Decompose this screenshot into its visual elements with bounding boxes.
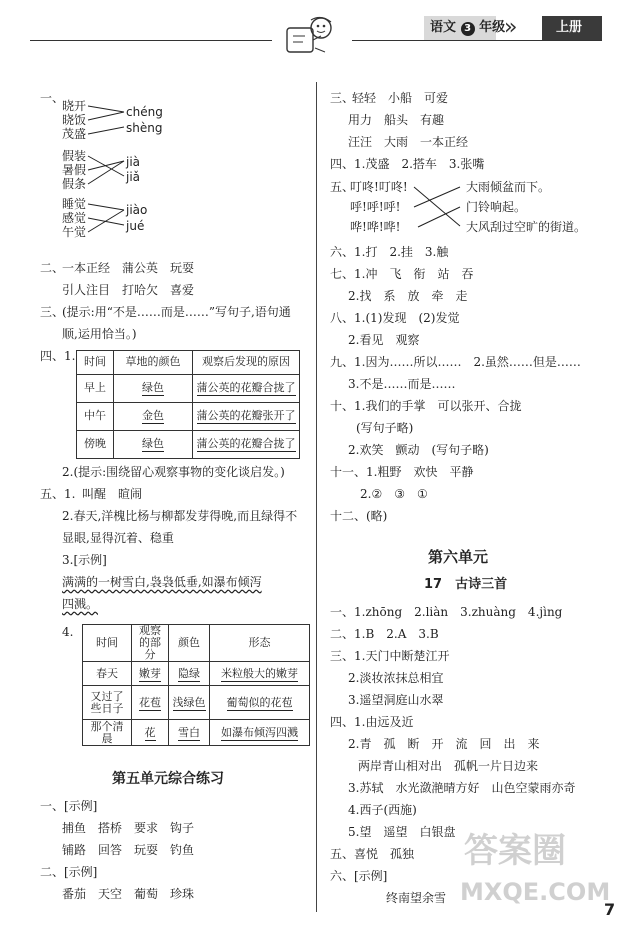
table-row [83, 720, 310, 746]
q1-word-9: 午觉 [62, 225, 87, 239]
table-cell-wrap [193, 431, 300, 459]
table-cell: 春天 [83, 662, 132, 686]
table-header-cell: 观察的部分 [132, 625, 169, 662]
table-cell: 葡萄似的花苞 [226, 695, 293, 709]
q1-word-5: 暑假 [62, 163, 87, 177]
q5-sub-3-line-2: 四溅。 [62, 597, 99, 611]
r-q11-line-1: 十一、1.粗野 欢快 平静 [330, 465, 474, 479]
q5-sub-3-line-1: 满满的一树雪白,袅袅低垂,如瀑布倾泻 [62, 575, 262, 589]
l-q4-line-1: 四、1.由远及近 [330, 715, 414, 729]
table-header-cell: 颜色 [169, 625, 210, 662]
l-q4-line-5: 4.西子(西施) [348, 803, 417, 817]
table-cell-wrap [169, 720, 210, 746]
q1-word-2: 晓饭 [62, 113, 87, 127]
table-cell-wrap [114, 403, 193, 431]
r-q9-line-1: 九、1.因为……所以…… 2.虽然……但是…… [330, 355, 581, 369]
q1-word-8: 感觉 [62, 211, 87, 225]
table-header-cell: 时间 [77, 351, 114, 375]
r-q3-number: 三、 [330, 91, 355, 105]
q1-pinyin-4: jiǎ [126, 170, 141, 184]
q1-pinyin-6: jué [126, 219, 145, 233]
q1-word-6: 假条 [62, 177, 87, 191]
header-volume: 上册 [556, 20, 583, 35]
table-cell: 早上 [77, 375, 114, 403]
table-row [83, 662, 310, 686]
table-row [77, 375, 300, 403]
r-q5-right-3: 大风刮过空旷的街道。 [466, 220, 587, 234]
r-q6: 六、1.打 2.挂 3.触 [330, 245, 449, 259]
subject-label: 语文 [430, 20, 457, 35]
q2-number: 二、 [40, 261, 65, 275]
table-cell-wrap [193, 375, 300, 403]
l-q5: 五、喜悦 孤独 [330, 847, 415, 861]
l-q3-line-2: 2.淡妆浓抹总相宜 [348, 671, 444, 685]
r-q5-left-1: 叮咚!叮咚! [350, 180, 408, 194]
q5-sub-2-line-2: 显眼,显得沉着、稳重 [62, 531, 174, 545]
r-q10-line-1: 十、1.我们的手掌 可以张开、合拢 [330, 399, 522, 413]
table-cell: 如瀑布倾泻四溅 [221, 725, 298, 739]
table-cell: 花苞 [139, 695, 161, 709]
table-cell: 雪白 [178, 725, 200, 739]
table-cell: 傍晚 [77, 431, 114, 459]
table-cell: 绿色 [142, 437, 164, 451]
grade-badge: 3 [461, 22, 475, 36]
unit5-q1-line-2: 铺路 回答 玩耍 钓鱼 [62, 843, 195, 857]
unit5-q2-line-1: 番茄 天空 葡萄 珍珠 [62, 887, 195, 901]
q3-line-1: (提示:用“不是……而是……”写句子,语句通 [62, 305, 291, 319]
r-q11-line-2: 2.② ③ ① [360, 487, 428, 501]
table-cell-wrap [132, 720, 169, 746]
q1-word-7: 睡觉 [62, 197, 87, 211]
l-q4-line-6: 5.望 遥望 白银盘 [348, 825, 456, 839]
table-cell-wrap [132, 686, 169, 720]
table-cell: 绿色 [142, 381, 164, 395]
r-q9-line-2: 3.不是……而是…… [348, 377, 456, 391]
r-q8-line-1: 八、1.(1)发现 (2)发觉 [330, 311, 460, 325]
r-q7-line-1: 七、1.冲 飞 衔 站 吞 [330, 267, 474, 281]
table-cell-wrap [210, 720, 310, 746]
table-cell: 蒲公英的花瓣张开了 [196, 409, 296, 423]
table-cell: 嫩芽 [139, 666, 161, 680]
q1-pinyin-1: chéng [126, 105, 163, 119]
q2-line-1: 一本正经 蒲公英 玩耍 [62, 261, 195, 275]
q3-number: 三、 [40, 305, 65, 319]
table-cell: 金色 [142, 409, 164, 423]
table-cell: 又过了些日子 [83, 686, 132, 720]
table-cell-wrap [210, 662, 310, 686]
table-header-cell: 形态 [210, 625, 310, 662]
lesson-title: 17 古诗三首 [424, 577, 508, 592]
table-cell-wrap [114, 431, 193, 459]
r-q5-right-1: 大雨倾盆而下。 [466, 180, 551, 194]
q2-line-2: 引人注目 打哈欠 喜爱 [62, 283, 195, 297]
r-q3-line-1: 轻轻 小船 可爱 [352, 91, 449, 105]
unit5-q1-line-1: 捕鱼 搭桥 要求 钩子 [62, 821, 195, 835]
l-q4-line-2: 2.青 孤 断 开 流 回 出 来 [348, 737, 540, 751]
r-q10-line-3: 2.欢笑 颤动 (写句子略) [348, 443, 489, 457]
observation-table-2 [82, 624, 310, 746]
watermark-url: MXQE.COM [460, 878, 611, 906]
r-q12: 十二、(略) [330, 509, 388, 523]
table-cell: 米粒般大的嫩芽 [221, 666, 298, 680]
l-q4-line-3: 两岸青山相对出 孤帆一片日边来 [358, 759, 539, 773]
r-q5-left-3: 哗!哗!哗! [350, 220, 401, 234]
table-cell: 中午 [77, 403, 114, 431]
table-row [77, 403, 300, 431]
l-q6: 六、[示例] [330, 869, 388, 883]
table-cell: 那个清晨 [83, 720, 132, 746]
table-cell-wrap [132, 662, 169, 686]
table-header-row [77, 351, 300, 375]
double-chevron-icon: » [504, 15, 518, 40]
r-q5-number: 五、 [330, 180, 355, 194]
watermark-logo: 答案圈 [464, 831, 566, 871]
q4-number: 四、1. [40, 349, 76, 363]
unit5-q1-number: 一、[示例] [40, 799, 98, 813]
table-header-row [83, 625, 310, 662]
grade-label: 年级 [479, 20, 506, 35]
q5-sub-2-line-1: 2.春天,洋槐比杨与柳都发芽得晚,而且绿得不 [62, 509, 298, 523]
r-q8-line-2: 2.看见 观察 [348, 333, 420, 347]
r-q10-line-2: (写句子略) [356, 421, 414, 435]
r-q4: 四、1.茂盛 2.搭车 3.张嘴 [330, 157, 485, 171]
q5-sub-1: 叫醒 暄闹 [82, 487, 143, 501]
table-header-cell: 草地的颜色 [114, 351, 193, 375]
table-row [83, 686, 310, 720]
q1-pinyin-2: shèng [126, 121, 163, 135]
l-q1: 一、1.zhōng 2.liàn 3.zhuàng 4.jìng [330, 605, 563, 619]
r-q7-line-2: 2.找 系 放 牵 走 [348, 289, 468, 303]
l-q4-line-4: 3.苏轼 水光潋滟晴方好 山色空蒙雨亦奇 [348, 781, 576, 795]
q1-number: 一、 [40, 91, 65, 105]
unit5-q2-number: 二、[示例] [40, 865, 98, 879]
l-q3-line-3: 3.遥望洞庭山水翠 [348, 693, 444, 707]
q5-sub-3-label: 3.[示例] [62, 553, 107, 567]
q5-number: 五、1. [40, 487, 76, 501]
unit6-title: 第六单元 [428, 548, 489, 566]
page-number: 7 [604, 900, 616, 919]
table-cell: 蒲公英的花瓣合拢了 [196, 437, 296, 451]
q4-sub-2: 2.(提示:围绕留心观察事物的变化谈启发。) [62, 465, 285, 479]
table-cell: 隐绿 [178, 666, 200, 680]
table-cell-wrap [169, 686, 210, 720]
q1-word-1: 晓开 [62, 99, 87, 113]
q5-sub-4-number: 4. [62, 625, 74, 639]
r-q5-right-2: 门铃响起。 [466, 200, 527, 214]
q1-word-4: 假装 [62, 149, 87, 163]
table-header-cell: 观察后发现的原因 [193, 351, 300, 375]
observation-table-1 [76, 350, 300, 459]
l-q3-line-1: 三、1.天门中断楚江开 [330, 649, 450, 663]
q1-pinyin-5: jiào [126, 203, 148, 217]
l-q6-line: 终南望余雪 [386, 891, 447, 905]
table-cell-wrap [169, 662, 210, 686]
table-cell-wrap [193, 403, 300, 431]
l-q2: 二、1.B 2.A 3.B [330, 627, 439, 641]
r-q3-line-3: 汪汪 大雨 一本正经 [348, 135, 469, 149]
table-cell-wrap [210, 686, 310, 720]
table-cell: 浅绿色 [172, 695, 206, 709]
q1-pinyin-3: jià [126, 155, 141, 169]
unit5-title: 第五单元综合练习 [112, 771, 224, 787]
r-q5-left-2: 呼!呼!呼! [350, 200, 401, 214]
table-cell: 蒲公英的花瓣合拢了 [196, 381, 296, 395]
table-row [77, 431, 300, 459]
table-cell: 花 [144, 725, 156, 739]
q3-line-2: 顺,运用恰当。) [62, 327, 137, 341]
r-q3-line-2: 用力 船头 有趣 [348, 113, 445, 127]
q1-word-3: 茂盛 [62, 127, 87, 141]
table-cell-wrap [114, 375, 193, 403]
table-header-cell: 时间 [83, 625, 132, 662]
